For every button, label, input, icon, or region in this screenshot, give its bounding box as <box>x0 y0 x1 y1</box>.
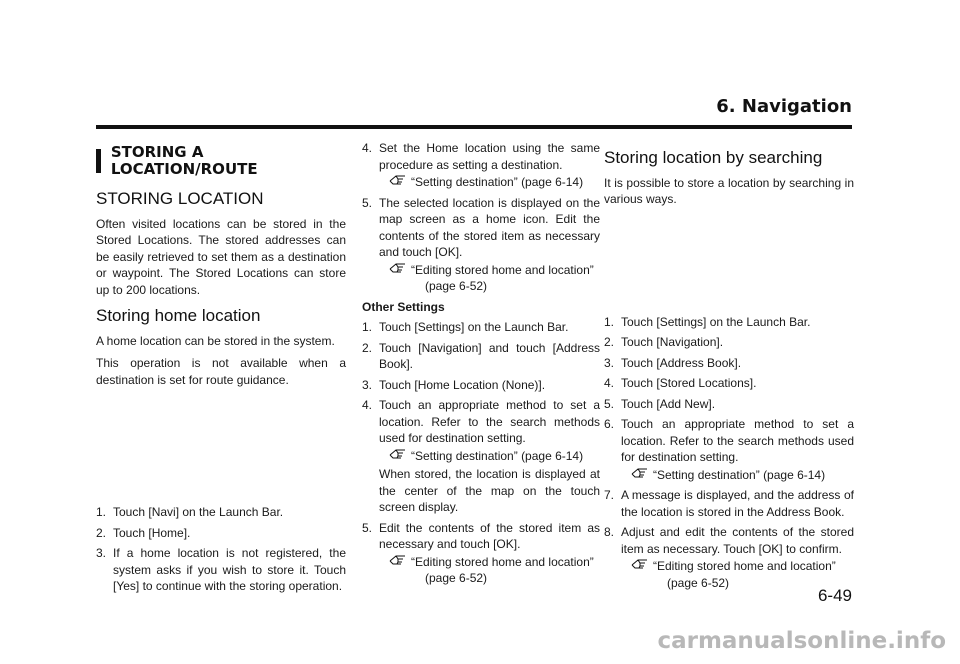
step-text: A message is displayed, and the address of the location is stored in the Address Book. <box>621 488 854 519</box>
heading-storing-by-search: Storing location by searching <box>604 148 823 167</box>
step-text: Touch [Home Location (None)]. <box>379 377 546 392</box>
step-number: 1. <box>96 505 107 519</box>
reference-line-2: (page 6-52) <box>425 571 488 585</box>
step-item <box>604 375 854 392</box>
step-number: 2. <box>604 335 615 349</box>
intro-paragraph: Often visited locations can be stored in the Stored Locations. The stored addresses can be easily retrieved to set them as a destination or waypoint. The Stored Locations can store up to 200 locations. <box>96 216 346 297</box>
cross-reference[interactable] <box>389 174 600 191</box>
cross-reference[interactable] <box>389 448 600 465</box>
step-text: If a home location is not registered, the system asks if you wish to store it. Touch [Yes] to continue with the storing operation. <box>113 546 346 593</box>
home-paragraph-1: A home location can be stored in the system. <box>96 333 335 348</box>
section-title: STORING A LOCATION/ROUTE <box>110 143 258 178</box>
section-marker <box>96 149 101 173</box>
step-item <box>362 397 600 516</box>
step-number: 2. <box>96 525 107 540</box>
step-item <box>604 396 854 413</box>
step-item <box>362 377 600 394</box>
pointing-hand-icon <box>389 448 407 462</box>
step-number: 2. <box>362 340 373 355</box>
step-text: Edit the contents of the stored item as necessary and touch [OK]. <box>379 520 600 551</box>
heading-storing-location: STORING LOCATION <box>96 189 264 208</box>
step-text: Touch [Settings] on the Launch Bar. <box>379 320 569 334</box>
step-item <box>604 416 854 483</box>
step-item <box>96 545 346 595</box>
watermark: carmanualsonline.info <box>657 628 946 654</box>
search-paragraph: It is possible to store a location by searching in various ways. <box>604 175 854 206</box>
step-number: 5. <box>362 195 373 210</box>
step-number: 1. <box>604 314 615 329</box>
step-item <box>604 487 854 520</box>
step-text: Touch [Address Book]. <box>621 355 742 370</box>
step-number: 3. <box>362 377 373 392</box>
page-number: 6-49 <box>817 586 852 605</box>
step-note: When stored, the location is displayed at the center of the map on the touch screen display. <box>379 467 600 514</box>
step-number: 4. <box>362 141 373 155</box>
reference-line-1: “Editing stored home and location” <box>653 559 836 573</box>
step-text: Adjust and edit the contents of the stored item as necessary. Touch [OK] to confirm. <box>621 525 854 556</box>
other-settings-heading: Other Settings <box>362 299 445 314</box>
step-number: 7. <box>604 488 615 502</box>
step-text: Set the Home location using the same procedure as setting a destination. <box>379 141 600 172</box>
step-text: Touch [Settings] on the Launch Bar. <box>621 314 811 329</box>
step-text: Touch [Stored Locations]. <box>621 376 757 390</box>
figure-space <box>96 394 346 504</box>
step-number: 5. <box>362 520 373 535</box>
step-item <box>362 340 600 373</box>
step-item <box>362 195 600 295</box>
reference-text <box>653 558 836 591</box>
reference-line-2: (page 6-52) <box>667 575 730 590</box>
pointing-hand-icon <box>631 467 649 481</box>
column-3 <box>604 140 854 595</box>
step-number: 4. <box>362 398 373 412</box>
step-number: 3. <box>96 546 107 560</box>
step-number: 8. <box>604 525 615 539</box>
step-text: The selected location is displayed on the map screen as a home icon. Edit the contents of the stored item as necessary and touch [OK]. <box>379 195 600 259</box>
step-item <box>362 140 600 191</box>
step-number: 3. <box>604 355 615 370</box>
cross-reference[interactable] <box>631 467 854 484</box>
step-item <box>362 319 600 336</box>
section-heading <box>96 144 346 177</box>
step-number: 5. <box>604 396 615 411</box>
header-rule <box>96 125 852 129</box>
step-text: Touch [Add New]. <box>621 396 716 411</box>
step-text: Touch [Home]. <box>113 525 191 540</box>
step-text: Touch [Navigation]. <box>621 335 724 349</box>
step-number: 6. <box>604 417 615 431</box>
column-2 <box>362 140 600 591</box>
step-number: 4. <box>604 376 615 390</box>
step-text: Touch an appropriate method to set a location. Refer to the search methods used for destination setting. <box>621 417 854 464</box>
step-number: 1. <box>362 320 373 334</box>
step-text: Touch [Navigation] and touch [Address Book]. <box>379 340 600 371</box>
step-text: Touch an appropriate method to set a location. Refer to the search methods used for destination setting. <box>379 398 600 445</box>
figure-space <box>604 214 854 314</box>
pointing-hand-icon <box>389 262 407 276</box>
pointing-hand-icon <box>389 554 407 568</box>
step-item <box>96 525 346 542</box>
home-paragraph-2: This operation is not available when a destination is set for route guidance. <box>96 356 346 387</box>
reference-text <box>411 554 594 587</box>
reference-line-2: (page 6-52) <box>425 279 488 293</box>
cross-reference[interactable] <box>389 262 600 295</box>
step-item <box>604 334 854 351</box>
reference-text: “Setting destination” (page 6-14) <box>653 467 826 482</box>
column-1 <box>96 140 346 599</box>
step-item <box>362 520 600 587</box>
step-item <box>604 314 854 331</box>
step-text: Touch [Navi] on the Launch Bar. <box>113 505 284 519</box>
pointing-hand-icon <box>389 174 407 188</box>
reference-text: “Setting destination” (page 6-14) <box>411 448 584 463</box>
step-item <box>604 355 854 372</box>
reference-line-1: “Editing stored home and location” <box>411 262 594 277</box>
reference-text <box>411 262 594 295</box>
pointing-hand-icon <box>631 558 649 572</box>
step-item <box>604 524 854 591</box>
chapter-title: 6. Navigation <box>716 96 852 117</box>
reference-line-1: “Editing stored home and location” <box>411 554 594 569</box>
heading-storing-home: Storing home location <box>96 306 261 325</box>
cross-reference[interactable] <box>389 554 600 587</box>
step-item <box>96 504 346 521</box>
reference-text: “Setting destination” (page 6-14) <box>411 175 584 189</box>
